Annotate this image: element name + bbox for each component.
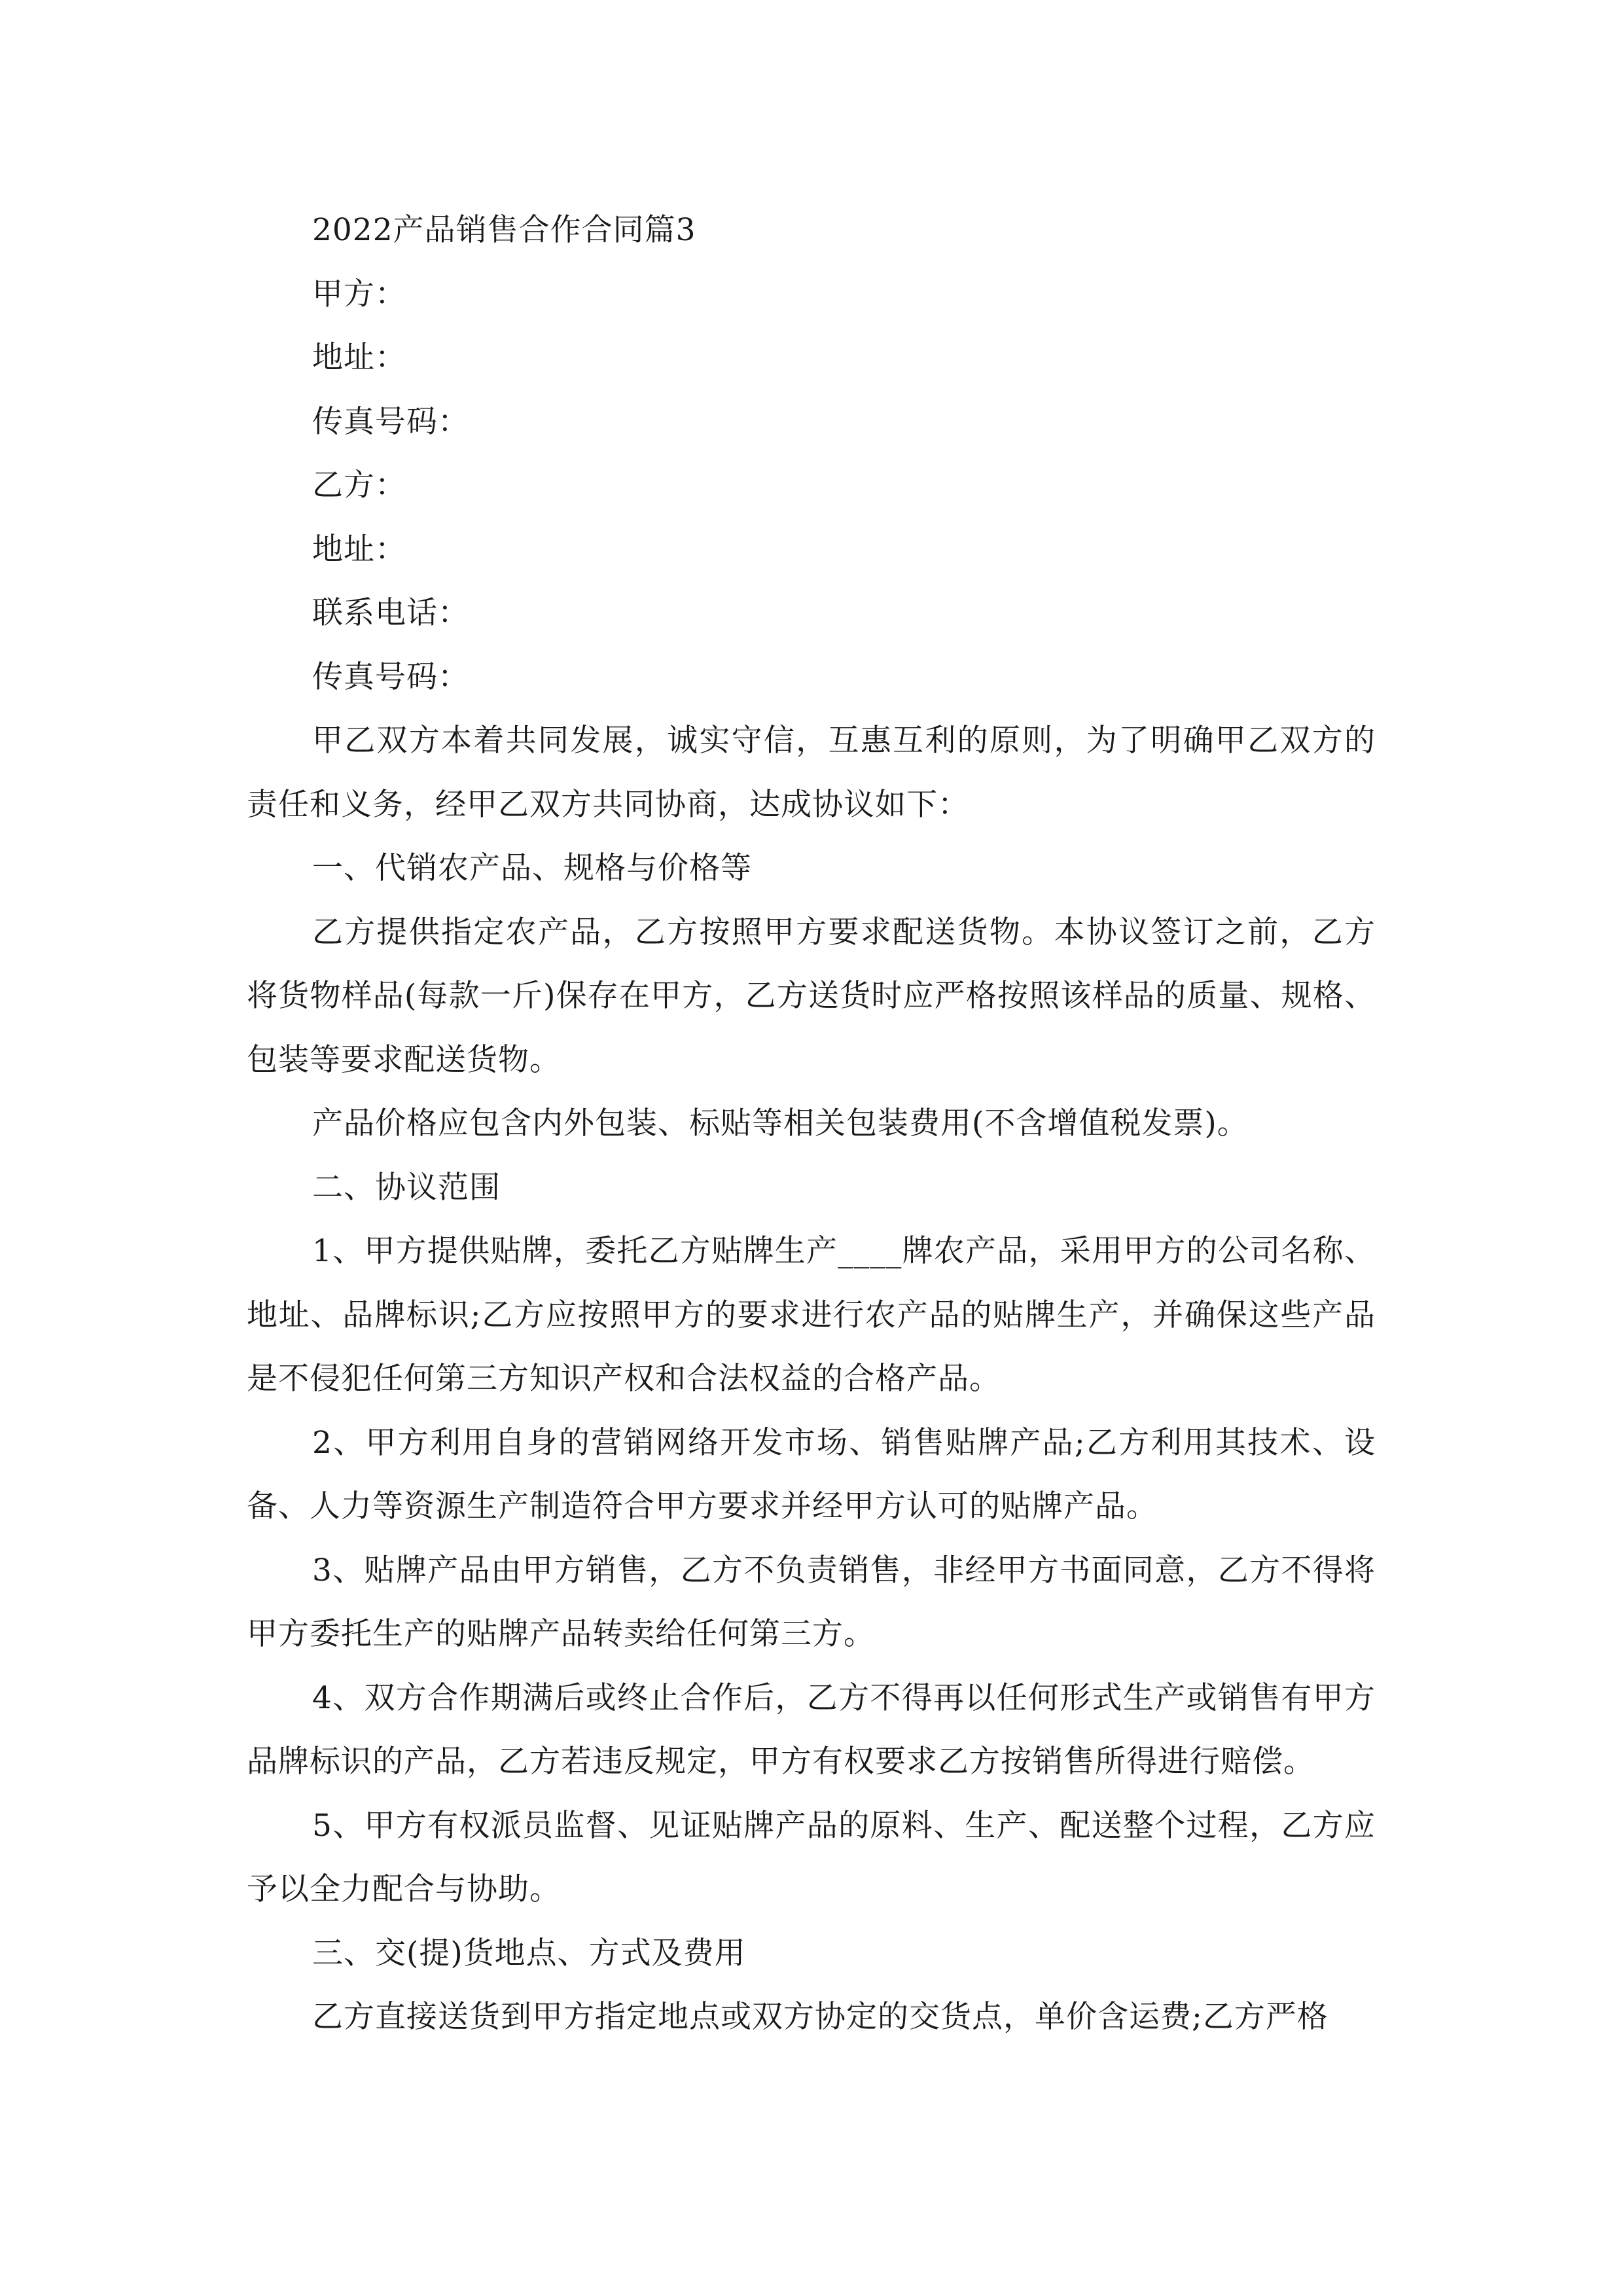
section-2-item-3: 3、贴牌产品由甲方销售，乙方不负责销售，非经甲方书面同意，乙方不得将甲方委托生产的贴牌产品转卖给任何第三方。	[247, 1552, 1376, 1652]
party-a-label: 甲方：	[312, 276, 406, 312]
party-b-address-label: 地址：	[312, 531, 406, 567]
section-heading-1: 一、代销农产品、规格与价格等	[312, 850, 752, 886]
section-2-item-4: 4、双方合作期满后或终止合作后，乙方不得再以任何形式生产或销售有甲方品牌标识的产品，乙方若违反规定，甲方有权要求乙方按销售所得进行赔偿。	[247, 1679, 1376, 1780]
section-1-paragraph-2: 产品价格应包含内外包装、标贴等相关包装费用(不含增值税发票)。	[312, 1105, 1249, 1141]
party-a-fax-label: 传真号码：	[312, 403, 469, 440]
section-2-item-5: 5、甲方有权派员监督、见证贴牌产品的原料、生产、配送整个过程，乙方应予以全力配合与协助。	[247, 1807, 1376, 1907]
preamble-paragraph: 甲乙双方本着共同发展，诚实守信，互惠互利的原则，为了明确甲乙双方的责任和义务，经甲乙双方共同协商，达成协议如下：	[247, 723, 1376, 823]
party-a-address-label: 地址：	[312, 340, 406, 376]
section-3-paragraph-1: 乙方直接送货到甲方指定地点或双方协定的交货点，单价含运费;乙方严格	[312, 1999, 1329, 2035]
document-title: 2022产品销售合作合同篇3	[312, 212, 696, 248]
section-1-paragraph-1: 乙方提供指定农产品，乙方按照甲方要求配送货物。本协议签订之前，乙方将货物样品(每款一斤)保存在甲方，乙方送货时应严格按照该样品的质量、规格、包装等要求配送货物。	[247, 914, 1376, 1078]
document-body	[247, 198, 1376, 2049]
section-heading-3: 三、交(提)货地点、方式及费用	[312, 1935, 746, 1971]
section-2-item-1: 1、甲方提供贴牌，委托乙方贴牌生产____牌农产品，采用甲方的公司名称、地址、品牌标识;乙方应按照甲方的要求进行农产品的贴牌生产，并确保这些产品是不侵犯任何第三方知识产权和合法权益的合格产品。	[247, 1233, 1376, 1397]
section-2-item-2: 2、甲方利用自身的营销网络开发市场、销售贴牌产品;乙方利用其技术、设备、人力等资源生产制造符合甲方要求并经甲方认可的贴牌产品。	[247, 1424, 1376, 1524]
party-b-phone-label: 联系电话：	[312, 595, 469, 631]
party-b-fax-label: 传真号码：	[312, 658, 469, 695]
party-b-label: 乙方：	[312, 467, 406, 503]
section-heading-2: 二、协议范围	[312, 1169, 501, 1206]
